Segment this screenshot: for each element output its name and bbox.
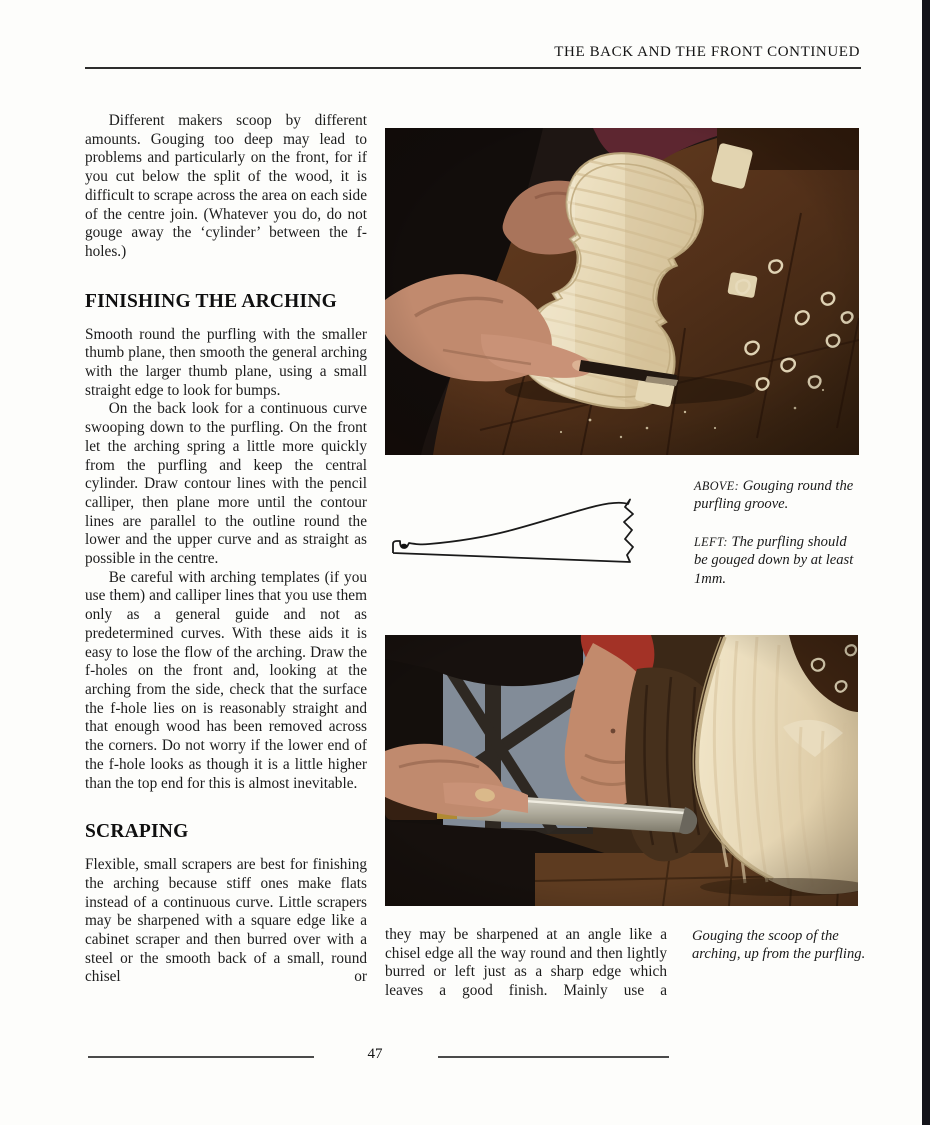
footer-rule-left (88, 1056, 314, 1058)
section-heading-scraping: SCRAPING (85, 821, 189, 843)
caption-left (694, 533, 864, 588)
footer-rule-right (438, 1056, 669, 1058)
book-edge-shadow (922, 0, 930, 1125)
caption-column (694, 477, 864, 607)
caption-label: ABOVE: (694, 479, 740, 493)
header-rule (85, 67, 861, 69)
body-paragraph: Smooth round the purfling with the smaller thumb plane, then smooth the general arching with the larger thumb plane, using a small straight edge to look for bumps. (85, 325, 367, 399)
photo-gouging-scoop (385, 635, 858, 906)
main-text-column (85, 112, 367, 987)
body-paragraph: Different makers scoop by different amounts. Gouging too deep may lead to problems and particularly on the front, for if you cut below the split of the wood, it is difficult to scrape across the area on each side of the centre join. (Whatever you do, do not gouge away the ‘cylinder’ between the f-holes.) (85, 112, 367, 260)
caption-gouging-scoop: Gouging the scoop of the arching, up from the purfling. (692, 928, 866, 963)
running-header: THE BACK AND THE FRONT CONTINUED (554, 44, 860, 60)
caption-above (694, 477, 864, 514)
caption-text: Gouging round the purfling groove. (694, 478, 854, 513)
photo-gouging-purfling-groove (385, 128, 859, 455)
continuation-text-column (385, 926, 667, 1001)
section-heading-finishing-the-arching: FINISHING THE ARCHING (85, 290, 337, 312)
caption-label: LEFT: (694, 534, 728, 549)
diagram-purfling-cross-section (390, 498, 652, 578)
body-paragraph: Be careful with arching templates (if you use them) and calliper lines that you use them only as a general guide and not as predetermined curves. With these aids it is easy to lose the flow of the arching. Draw the f-holes on the front and, looking at the arching from the side, check that the surface the f-hole lies on is reasonably straight and that enough wood has been removed across the corners. Do not worry if the lower end of the f-hole looks as though it is a little higher than the top end for this is almost inevitable. (85, 568, 367, 792)
caption-text: The purfling should be gouged down by at least 1mm. (694, 533, 854, 587)
body-paragraph: Flexible, small scrapers are best for finishing the arching because stiff ones make flats instead of a continuous curve. Little scrapers may be sharpened with a square edge like a cabinet scraper and then burred over with a steel or the smooth back of a small, round chisel or (85, 856, 367, 986)
body-paragraph: they may be sharpened at an angle like a chisel edge all the way round and then lightly burred or left just as a sharp edge which leaves a good finish. Mainly use a (385, 926, 667, 1000)
page-number: 47 (367, 1046, 383, 1062)
body-paragraph: On the back look for a continuous curve swooping down to the purfling. On the front let the arching spring a little more quickly from the purfling and keep the central cylinder. Draw contour lines with the pencil calliper, then plane more until the contour lines are parallel to the outline round the lower and the upper curve and as straight as possible in the centre. (85, 400, 367, 568)
